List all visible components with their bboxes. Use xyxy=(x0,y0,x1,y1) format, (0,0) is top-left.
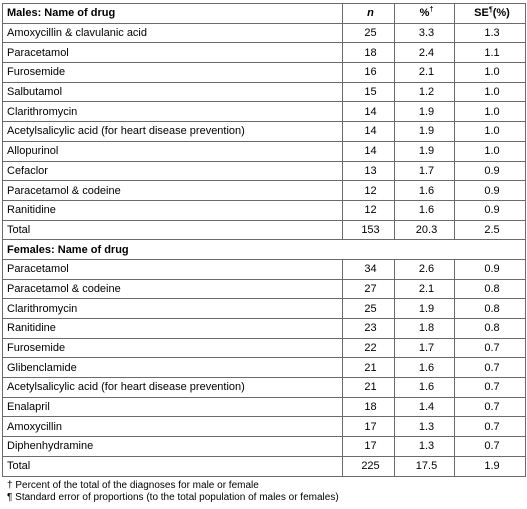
percent-cell: 1.9 xyxy=(395,102,455,122)
females-header-row xyxy=(3,240,526,260)
drug-name-cell: Salbutamol xyxy=(3,82,343,102)
table-row xyxy=(3,279,526,299)
se-cell: 1.0 xyxy=(455,102,526,122)
percent-cell: 1.7 xyxy=(395,161,455,181)
drug-name-cell: Total xyxy=(3,220,343,240)
se-cell: 0.9 xyxy=(455,200,526,220)
females-total-row xyxy=(3,456,526,476)
n-cell: 12 xyxy=(343,181,395,201)
se-cell: 0.8 xyxy=(455,299,526,319)
drug-name-cell: Glibenclamide xyxy=(3,358,343,378)
drug-name-cell: Acetylsalicylic acid (for heart disease prevention) xyxy=(3,378,343,398)
drug-name-cell: Ranitidine xyxy=(3,200,343,220)
percent-cell: 1.9 xyxy=(395,299,455,319)
table-row xyxy=(3,63,526,83)
se-column-header xyxy=(455,4,526,24)
drug-name-cell: Furosemide xyxy=(3,338,343,358)
drug-table xyxy=(2,3,526,477)
se-header-label: SE xyxy=(474,7,489,20)
se-cell: 1.3 xyxy=(455,23,526,43)
percent-cell: 2.1 xyxy=(395,63,455,83)
se-cell: 2.5 xyxy=(455,220,526,240)
n-cell: 17 xyxy=(343,437,395,457)
n-column-header: n xyxy=(343,4,395,24)
se-cell: 0.7 xyxy=(455,417,526,437)
se-cell: 1.1 xyxy=(455,43,526,63)
n-cell: 225 xyxy=(343,456,395,476)
percent-cell: 1.7 xyxy=(395,338,455,358)
males-header-row xyxy=(3,4,526,24)
n-cell: 23 xyxy=(343,319,395,339)
n-cell: 25 xyxy=(343,299,395,319)
percent-cell: 1.8 xyxy=(395,319,455,339)
se-cell: 0.7 xyxy=(455,437,526,457)
n-cell: 17 xyxy=(343,417,395,437)
drug-name-cell: Paracetamol xyxy=(3,259,343,279)
table-row xyxy=(3,23,526,43)
n-cell: 153 xyxy=(343,220,395,240)
se-cell: 1.0 xyxy=(455,63,526,83)
dagger-mark: † xyxy=(429,6,434,14)
n-cell: 15 xyxy=(343,82,395,102)
n-cell: 18 xyxy=(343,397,395,417)
percent-cell: 1.6 xyxy=(395,181,455,201)
table-row xyxy=(3,338,526,358)
table-row xyxy=(3,397,526,417)
se-cell: 1.0 xyxy=(455,122,526,142)
drug-name-cell: Enalapril xyxy=(3,397,343,417)
n-cell: 12 xyxy=(343,200,395,220)
percent-cell: 2.4 xyxy=(395,43,455,63)
table-row xyxy=(3,378,526,398)
table-row xyxy=(3,200,526,220)
drug-name-cell: Clarithromycin xyxy=(3,102,343,122)
n-cell: 14 xyxy=(343,122,395,142)
table-row xyxy=(3,358,526,378)
table-row xyxy=(3,82,526,102)
percent-cell: 20.3 xyxy=(395,220,455,240)
percent-cell: 17.5 xyxy=(395,456,455,476)
drug-name-cell: Clarithromycin xyxy=(3,299,343,319)
se-cell: 0.7 xyxy=(455,378,526,398)
drug-table-body xyxy=(3,4,526,477)
se-cell: 0.7 xyxy=(455,358,526,378)
n-cell: 22 xyxy=(343,338,395,358)
n-cell: 27 xyxy=(343,279,395,299)
se-cell: 1.0 xyxy=(455,82,526,102)
percent-cell: 1.3 xyxy=(395,437,455,457)
se-cell: 0.9 xyxy=(455,161,526,181)
drug-name-cell: Amoxycillin xyxy=(3,417,343,437)
percent-cell: 1.3 xyxy=(395,417,455,437)
table-row xyxy=(3,299,526,319)
n-cell: 34 xyxy=(343,259,395,279)
se-cell: 0.7 xyxy=(455,397,526,417)
drug-name-cell: Paracetamol & codeine xyxy=(3,181,343,201)
n-cell: 21 xyxy=(343,378,395,398)
table-row xyxy=(3,102,526,122)
n-cell: 14 xyxy=(343,102,395,122)
se-cell: 0.8 xyxy=(455,279,526,299)
males-total-row xyxy=(3,220,526,240)
percent-cell: 1.6 xyxy=(395,358,455,378)
n-cell: 14 xyxy=(343,141,395,161)
se-header-unit: (%) xyxy=(492,7,510,20)
pilcrow-mark: ¶ xyxy=(488,6,493,14)
n-cell: 16 xyxy=(343,63,395,83)
table-row xyxy=(3,437,526,457)
percent-cell: 2.1 xyxy=(395,279,455,299)
percent-cell: 1.2 xyxy=(395,82,455,102)
table-row xyxy=(3,43,526,63)
se-cell: 1.9 xyxy=(455,456,526,476)
table-row xyxy=(3,259,526,279)
se-cell: 0.8 xyxy=(455,319,526,339)
n-cell: 13 xyxy=(343,161,395,181)
drug-name-cell: Allopurinol xyxy=(3,141,343,161)
footnote-standard-error: ¶ Standard error of proportions (to the total population of males or females) xyxy=(7,491,339,503)
drug-name-cell: Furosemide xyxy=(3,63,343,83)
table-row xyxy=(3,161,526,181)
percent-cell: 1.6 xyxy=(395,378,455,398)
table-row xyxy=(3,319,526,339)
drug-name-cell: Amoxycillin & clavulanic acid xyxy=(3,23,343,43)
drug-name-cell: Total xyxy=(3,456,343,476)
percent-cell: 3.3 xyxy=(395,23,455,43)
percent-cell: 1.9 xyxy=(395,122,455,142)
se-cell: 0.9 xyxy=(455,181,526,201)
se-cell: 1.0 xyxy=(455,141,526,161)
table-row xyxy=(3,141,526,161)
percent-header-label: % xyxy=(419,7,430,20)
drug-name-cell: Acetylsalicylic acid (for heart disease prevention) xyxy=(3,122,343,142)
percent-cell: 1.9 xyxy=(395,141,455,161)
drug-name-cell: Cefaclor xyxy=(3,161,343,181)
footnote-percent: † Percent of the total of the diagnoses for male or female xyxy=(7,479,259,491)
table-row xyxy=(3,181,526,201)
drug-name-cell: Ranitidine xyxy=(3,319,343,339)
percent-column-header xyxy=(395,4,455,24)
table-row xyxy=(3,122,526,142)
se-cell: 0.7 xyxy=(455,338,526,358)
drug-name-cell: Paracetamol & codeine xyxy=(3,279,343,299)
table-row xyxy=(3,417,526,437)
females-section-title: Females: Name of drug xyxy=(3,240,526,260)
drug-name-cell: Paracetamol xyxy=(3,43,343,63)
percent-cell: 1.4 xyxy=(395,397,455,417)
footnotes xyxy=(2,480,525,504)
n-cell: 18 xyxy=(343,43,395,63)
percent-cell: 1.6 xyxy=(395,200,455,220)
males-section-title: Males: Name of drug xyxy=(3,4,343,24)
drug-name-cell: Diphenhydramine xyxy=(3,437,343,457)
n-cell: 25 xyxy=(343,23,395,43)
se-cell: 0.9 xyxy=(455,259,526,279)
n-cell: 21 xyxy=(343,358,395,378)
percent-cell: 2.6 xyxy=(395,259,455,279)
drug-table-document xyxy=(2,3,525,504)
